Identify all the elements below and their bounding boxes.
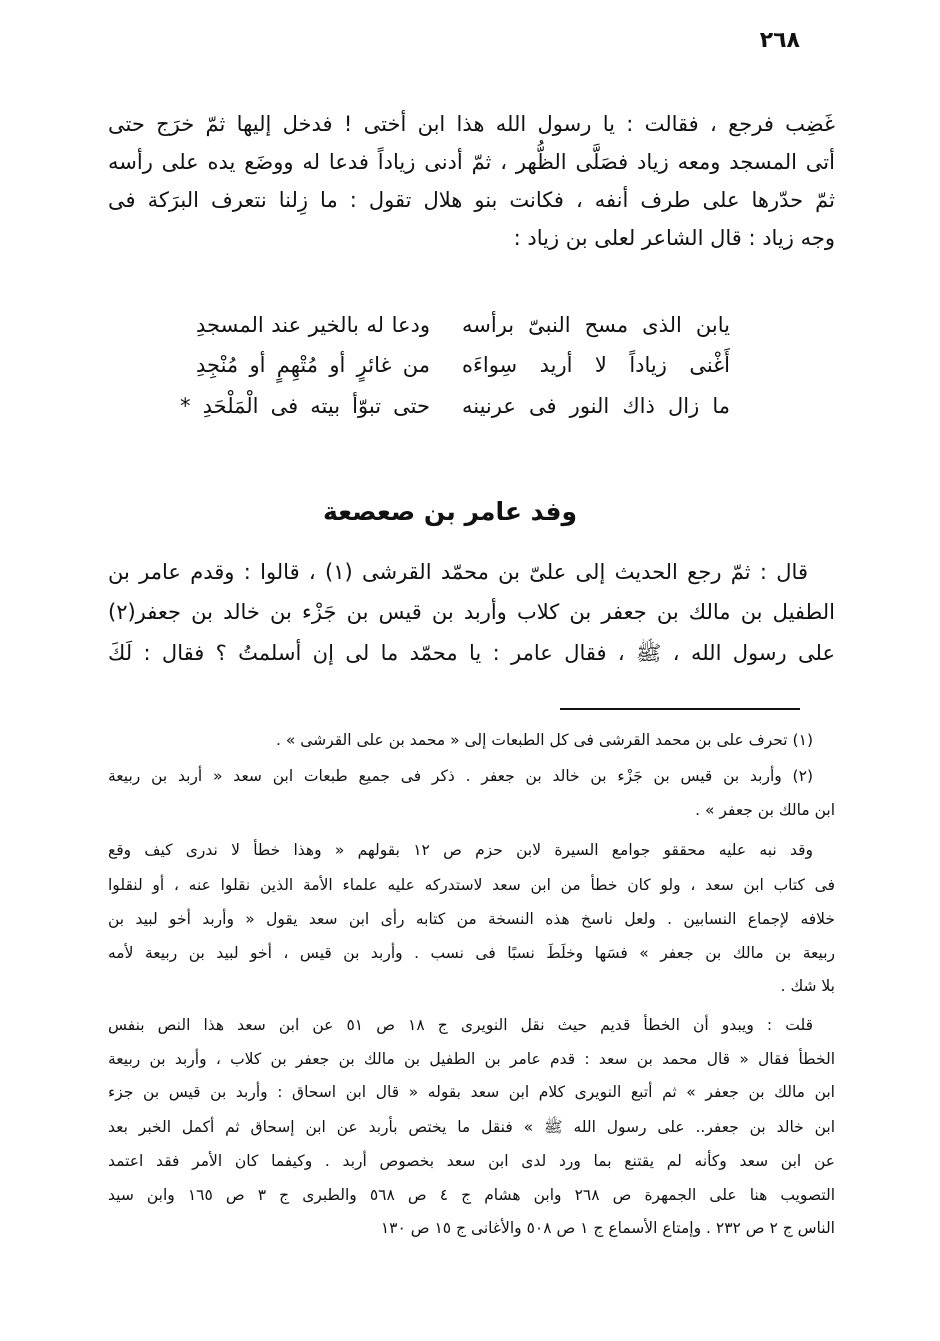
text-line: أتى المسجد ومعه زياد فصَلَّى الظُّهر ، ثمّ أدنى زياداً فدعا له ووضَع يده على رأسه (108, 150, 835, 174)
text-line: الطفيل بن مالك بن جعفر بن كلاب وأربد بن قيس بن جَزْء بن خالد بن جعفر(٢) (108, 600, 835, 624)
footnote-2-line: ابن مالك بن جعفر » . (695, 801, 835, 819)
verse-second-hemistich: ودعا له بالخير عند المسجدِ (196, 313, 430, 337)
footnote-line: الخطأ فقال « قال محمد بن سعد : قدم عامر بن الطفيل بن مالك بن جعفر بن كلاب ، وأربد بن ربيعة (108, 1050, 835, 1068)
footnote-line: عن ابن سعد وكأنه لم يقتنع بما ورد لدى ابن سعد بخصوص أربد . وكيفما كان الأمر فقد اعتمد (108, 1152, 835, 1170)
footnote-line: فى كتاب ابن سعد ، ولو كان خطأ من ابن سعد لاستدركه عليه علماء الأمة الذين نقلوا عنه ، أو لنقلوا (108, 876, 835, 894)
footnote-line: ربيعة بن مالك بن جعفر » فسَها وخلَطَ نسبًا فى نسب . وأربد بن قيس ، أخو لبيد بن ربيعة لأمه (108, 944, 835, 962)
verse-first-hemistich: ما زال ذاك النور فى عرنينه (462, 394, 730, 418)
footnote-line: ابن مالك بن جعفر » ثم أتبع النويرى كلام ابن سعد بقوله « قال ابن اسحاق : وأربد بن قيس بن جزء (108, 1083, 835, 1101)
verse-second-hemistich: من غائرٍ أو مُتْهِمٍ أو مُنْجِدِ (196, 353, 430, 377)
text-line: ثمّ حدّرها على طرف أنفه ، فكانت بنو هلال تقول : ما زِلنا نتعرف البرَكة فى (108, 188, 835, 212)
footnote-divider (560, 708, 800, 710)
footnote-line: التصويب هنا على الجمهرة ص ٢٦٨ وابن هشام ج ٤ ص ٥٦٨ والطبرى ج ٣ ص ١٦٥ وابن سيد (108, 1186, 836, 1204)
page-number: ٢٦٨ (759, 28, 800, 53)
footnote-line: وقد نبه عليه محققو جوامع السيرة لابن حزم ص ١٢ بقولهم « وهذا خطأ لا ندرى كيف وقع (108, 841, 813, 859)
verse-first-hemistich: أَغْنى زياداً لا أريد سِواءَه (462, 353, 730, 377)
footnote-1: (١) تحرف على بن محمد القرشى فى كل الطبعات إلى « محمد بن على القرشى » . (275, 731, 813, 749)
verse-second-hemistich: حتى تبوّأ بيته فى الْمَلْحَدِ * (180, 394, 430, 418)
footnote-line: بلا شك . (780, 977, 835, 995)
footnote-line: ابن خالد بن جعفر.. على رسول الله ﷺ » فنقل ما يختص بأربد عن ابن إسحاق ثم أكمل الخبر بعد (108, 1118, 835, 1136)
footnote-line: قلت : ويبدو أن الخطأ قديم حيث نقل النويرى ج ١٨ ص ٥١ عن ابن سعد هذا النص بنفس (108, 1016, 813, 1034)
text-line: غَضِب فرجع ، فقالت : يا رسول الله هذا ابن أختى ! فدخل إليها ثمّ خرَج حتى (108, 112, 835, 136)
footnote-2-line: (٢) وأربد بن قيس بن جَزْء بن خالد بن جعفر . ذكر فى جميع طبعات ابن سعد « أربد بن ربيعة (108, 767, 813, 785)
text-line: قال : ثمّ رجع الحديث إلى علىّ بن محمّد القرشى (١) ، قالوا : وقدم عامر بن (108, 560, 808, 584)
footnote-line: خلافه لإجماع النسابين . ولعل ناسخ هذه النسخة من كتابه رأى ابن سعد يقول « وأربد أخو لبيد بن (108, 910, 835, 928)
text-line: على رسول الله ، ﷺ ، فقال عامر : يا محمّد ما لى إن أسلمتُ ؟ فقال : لَكَ (108, 641, 835, 665)
section-heading: وفد عامر بن صعصعة (322, 497, 578, 526)
verse-first-hemistich: يابن الذى مسح النبىّ برأسه (462, 313, 730, 337)
footnote-line: الناس ج ٢ ص ٢٣٢ . وإمتاع الأسماع ج ١ ص ٥٠٨ والأغانى ج ١٥ ص ١٣٠ (380, 1219, 835, 1237)
text-line: وجه زياد : قال الشاعر لعلى بن زياد : (513, 226, 835, 250)
